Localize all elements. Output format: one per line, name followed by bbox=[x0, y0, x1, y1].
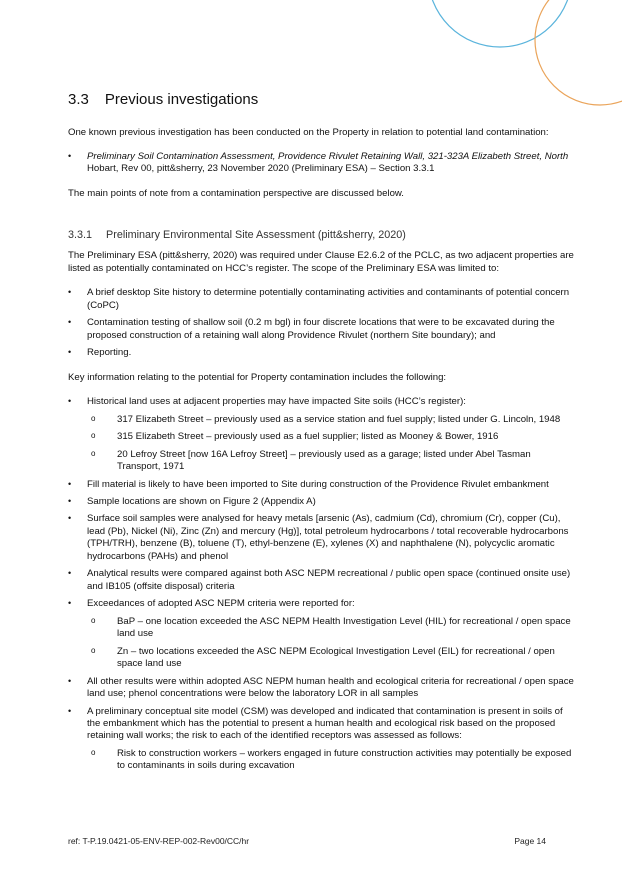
key-item-analytical: • Analytical results were compared against both ASC NEPM recreational / public open space (continued onsite use) and IB105 (offsite disposal) criteria bbox=[68, 568, 574, 593]
subsection-number: 3.3.1 bbox=[68, 229, 93, 242]
key-item-surface: • Surface soil samples were analysed for heavy metals [arsenic (As), cadmium (Cd), chromium (Cr), copper (Cu), lead (Pb), Nickel (Ni), Zinc (Zn) and mercury (Hg)], total petroleum hydrocarbons / total recoverable hydrocarbons (TPH/TRH), benzene (B), toluene (T), ethyl-benzene (E), xylenes (X) and naphthalene (N), polycyclic aromatic hydrocarbons (PAHs) and phenol bbox=[68, 513, 574, 563]
page-number: Page 14 bbox=[514, 836, 546, 846]
reference-item bbox=[68, 151, 574, 176]
subsection-heading bbox=[68, 228, 574, 242]
key-historical-text: Historical land uses at adjacent properties may have impacted Site soils (HCC’s register): bbox=[87, 396, 466, 408]
section-number: 3.3 bbox=[68, 91, 89, 108]
footer-ref: ref: T-P.19.0421-05-ENV-REP-002-Rev00/CC/hr bbox=[68, 836, 250, 846]
key-item-exceedances bbox=[68, 598, 574, 670]
scope-item: • Reporting. bbox=[68, 347, 574, 359]
esa-paragraph: The Preliminary ESA (pitt&sherry, 2020) was required under Clause E2.6.2 of the PCLC, as two adjacent properties are listed as potentially contaminated on HCC’s register. The scope of the Preliminary ESA was limited to: bbox=[68, 250, 574, 274]
historical-subitem: o 20 Lefroy Street [now 16A Lefroy Street] – previously used as a garage; listed under Abel Tasman Transport, 1971 bbox=[87, 449, 574, 474]
key-intro: Key information relating to the potential for Property contamination includes the following: bbox=[68, 371, 447, 383]
scope-item: • A brief desktop Site history to determine potentially contaminating activities and contaminants of potential concern (CoPC) bbox=[68, 287, 574, 312]
key-item-sample: • Sample locations are shown on Figure 2 (Appendix A) bbox=[68, 496, 574, 508]
scope-item: • Contamination testing of shallow soil (0.2 m bgl) in four discrete locations that were to be excavated during the proposed construction of a retaining wall along Providence Rivulet (northern Site boundary); and bbox=[68, 317, 574, 342]
key-csm-text: A preliminary conceptual site model (CSM) was developed and indicated that contamination is present in soils of the embankment which has the potential to present a human health and ecological risk based on the proposed retaining wall works; the risk to each of the identified receptors was assessed as follows: bbox=[87, 705, 563, 742]
csm-subitem: o Risk to construction workers – workers engaged in future construction activities may potentially be exposed to contaminants in soils during excavation bbox=[87, 748, 574, 773]
reference-title: Preliminary Soil Contamination Assessment, Providence Rivulet Retaining Wall, 321-323A Elizabeth Street, North bbox=[87, 150, 569, 162]
key-item-csm bbox=[68, 706, 574, 773]
exceed-sublist bbox=[87, 616, 574, 671]
points-intro: The main points of note from a contamination perspective are discussed below. bbox=[68, 187, 404, 199]
reference-details: Hobart, Rev 00, pitt&sherry, 23 November 2020 (Preliminary ESA) – Section 3.3.1 bbox=[87, 163, 435, 175]
key-item-fill: • Fill material is likely to have been imported to Site during construction of the Providence Rivulet embankment bbox=[68, 479, 574, 491]
subsection-title: Preliminary Environmental Site Assessment (pitt&sherry, 2020) bbox=[106, 229, 406, 242]
intro-paragraph: One known previous investigation has been conducted on the Property in relation to potential land contamination: bbox=[68, 126, 549, 138]
historical-subitem: o 317 Elizabeth Street – previously used as a service station and fuel supply; listed under G. Lincoln, 1948 bbox=[87, 414, 574, 426]
key-item-historical bbox=[68, 396, 574, 473]
key-exceed-text: Exceedances of adopted ASC NEPM criteria were reported for: bbox=[87, 598, 355, 610]
key-list bbox=[68, 396, 574, 773]
reference-list bbox=[68, 151, 574, 176]
historical-sublist bbox=[87, 414, 574, 474]
section-title: Previous investigations bbox=[104, 91, 259, 108]
exceed-subitem: o BaP – one location exceeded the ASC NEPM Health Investigation Level (HIL) for recreational / open space land use bbox=[87, 616, 574, 641]
scope-list bbox=[68, 287, 574, 359]
exceed-subitem: o Zn – two locations exceeded the ASC NEPM Ecological Investigation Level (EIL) for recreational / open space land use bbox=[87, 646, 574, 671]
section-heading bbox=[68, 90, 574, 110]
page-body bbox=[68, 90, 574, 785]
page-footer bbox=[68, 836, 546, 846]
blue-arc bbox=[428, 0, 572, 47]
csm-sublist bbox=[87, 748, 574, 773]
key-item-other: • All other results were within adopted ASC NEPM human health and ecological criteria for recreational / open space land use; phenol concentrations were below the laboratory LOR in all samples bbox=[68, 676, 574, 701]
historical-subitem: o 315 Elizabeth Street – previously used as a fuel supplier; listed as Mooney & Bower, 1916 bbox=[87, 431, 574, 443]
